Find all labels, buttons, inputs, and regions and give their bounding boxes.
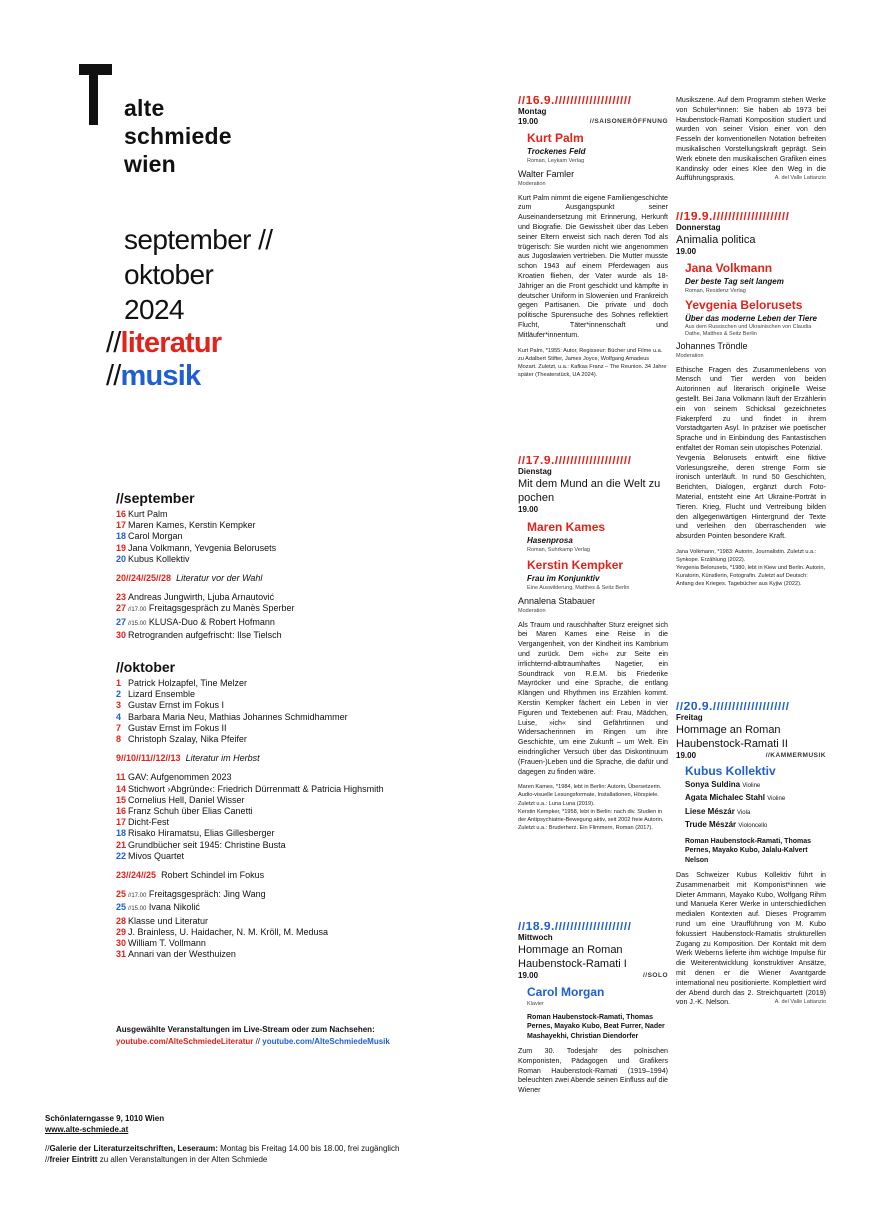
calendar-row bbox=[116, 689, 416, 700]
calendar-date: 27 bbox=[116, 616, 127, 627]
calendar-event[interactable]: Grundbücher seit 1945: Christine Busta bbox=[128, 839, 286, 850]
calendar-date: 28 bbox=[116, 915, 127, 926]
calendar-event[interactable]: Christoph Szalay, Nika Pfeifer bbox=[128, 734, 247, 745]
calendar-event[interactable]: Stichwort ›Abgründe‹: Friedrich Dürrenmatt & Patricia Highsmith bbox=[128, 783, 384, 794]
calendar-event[interactable]: Freitagsgespräch zu Manès Sperber bbox=[148, 603, 295, 614]
calendar-event[interactable]: Annari van der Westhuizen bbox=[128, 949, 236, 960]
wahl-row: 20//24//25//28 Literatur vor der Wahl bbox=[116, 573, 263, 584]
calendar-event[interactable]: Kubus Kollektiv bbox=[128, 553, 190, 564]
calendar-event[interactable]: Mivos Quartet bbox=[128, 850, 185, 861]
period-line-3: 2024 bbox=[124, 294, 184, 325]
calendar-date: 25 bbox=[116, 902, 127, 913]
calendar-date: 18 bbox=[116, 531, 127, 542]
calendar-date: 20 bbox=[116, 553, 127, 564]
calendar-row bbox=[116, 734, 416, 745]
calendar-heading: //oktober bbox=[116, 659, 176, 675]
calendar-event[interactable]: Gustav Ernst im Fokus II bbox=[128, 722, 227, 733]
calendar-event[interactable]: Freitagsgespräch: Jing Wang bbox=[148, 889, 266, 900]
logo-line-1: alte bbox=[124, 95, 165, 121]
calendar-event[interactable]: Gustav Ernst im Fokus I bbox=[128, 700, 225, 711]
calendar-event[interactable]: Retrogranden aufgefrischt: Ilse Tielsch bbox=[128, 629, 282, 640]
calendar-row bbox=[116, 927, 416, 938]
calendar-date: 29 bbox=[116, 926, 127, 937]
calendar-row bbox=[116, 543, 416, 554]
calendar-date: 14 bbox=[116, 783, 127, 794]
calendar-event[interactable]: Kurt Palm bbox=[128, 509, 168, 519]
schindel-row: 23//24//25 Robert Schindel im Fokus bbox=[116, 870, 265, 881]
calendar-event[interactable]: Dicht-Fest bbox=[128, 817, 170, 828]
calendar-date: 4 bbox=[116, 711, 122, 722]
calendar-date: 19 bbox=[116, 542, 127, 553]
youtube-musik-link[interactable]: youtube.com/AlteSchmiedeMusik bbox=[262, 1037, 390, 1046]
calendar-row bbox=[116, 795, 416, 806]
calendar-row bbox=[116, 938, 416, 949]
event-19-9: //19.9.//////////////////// Donnerstag Animalia politica 19.00 Jana Volkmann Der beste Tag seit langem Roman, Residenz Verlag Yevgenia Belorusets Über das moderne Leben der Tiere Aus dem Russischen und Ukrainischen von Claudia Dathe, Matthes & Seitz Berlin Johannes Tröndle Moderation Ethische Fragen des Zusammenlebens von Mensch und Tier werden von beiden Autorinnen auf literarisch originelle Weise gestellt. Bei Jana Volkmann läuft der Erzählerin ein von seinem Schicksal gezeichnetes Fiakerpferd zu und findet in ihrem Vorstadtgarten Asyl. In präziser wie poetischer Sprache und in Einbindung des Fantastischen entfaltet der Roman sein utopisches Potenzial. Yevgenia Belorusets entwirft eine fiktive Vorlesungsreihe, deren strenge Form sie ironisch unterläuft. In rund 50 Geschichten, Berichten, Dialogen, ergänzt durch Foto-Material, entsteht eine Art Ukraine-Porträt in Tieren. Krieg, Flucht und Vertreibung bilden den allgegenwärtigen Hintergrund der Texte und verleihen den überraschenden wie absurden Pointen besondere Kraft. Jana Volkmann, *1983: Autorin, Journalistin. Zuletzt u.a.: Synkope. Erzählung (2022). Yevgenia Belorusets, *1980, lebt in Kiew und Berlin. Autorin, Kuratorin, Künstlerin, Fotografin. Zuletzt auf Deutsch: Anfang des Krieges. Tagebücher aus Kyjiw (2022). bbox=[676, 212, 826, 588]
hammer-logo-handle bbox=[89, 64, 98, 125]
calendar-date: 1 bbox=[116, 678, 122, 688]
calendar-row bbox=[116, 520, 416, 531]
logo-line-2: schmiede bbox=[124, 123, 232, 149]
calendar-date: 17 bbox=[116, 520, 127, 531]
performer: Agata Michalec Stahl Violine bbox=[685, 793, 786, 803]
calendar-event[interactable]: Jana Volkmann, Yevgenia Belorusets bbox=[128, 542, 277, 553]
logo-text bbox=[124, 94, 232, 178]
calendar-event[interactable]: Ivana Nikolić bbox=[148, 902, 200, 913]
calendar-row bbox=[116, 772, 416, 783]
genre-literatur: //literatur bbox=[106, 327, 222, 359]
performer: Trude Mészár Violoncello bbox=[685, 820, 768, 830]
calendar-date: 22 bbox=[116, 850, 127, 861]
calendar-row bbox=[116, 828, 416, 839]
calendar-date: 7 bbox=[116, 722, 122, 733]
date-heading: //16.9.//////////////////// bbox=[518, 96, 632, 106]
calendar-event[interactable]: Andreas Jungwirth, Ljuba Arnautović bbox=[128, 592, 275, 603]
calendar-row: 27 //15.00 KLUSA-Duo & Robert Hofmann bbox=[116, 616, 275, 627]
calendar-date: 27 bbox=[116, 603, 127, 614]
calendar-event[interactable]: Franz Schuh über Elias Canetti bbox=[128, 806, 253, 817]
herbst-row: 9//10//11//12//13 Literatur im Herbst bbox=[116, 753, 260, 764]
youtube-literatur-link[interactable]: youtube.com/AlteSchmiedeLiteratur bbox=[116, 1037, 254, 1046]
calendar-row: 25 //17.00 Freitagsgespräch: Jing Wang bbox=[116, 889, 266, 900]
stream-footer: Ausgewählte Veranstaltungen im Live-Stream oder zum Nachsehen: youtube.com/AlteSchmiedeLiteratur // youtube.com/AlteSchmiedeMusik bbox=[116, 1025, 390, 1046]
calendar-date: 30 bbox=[116, 629, 127, 640]
calendar-heading: //september bbox=[116, 490, 195, 506]
logo-line-3: wien bbox=[124, 151, 176, 177]
calendar-row bbox=[116, 916, 416, 927]
period-line-1: september // bbox=[124, 224, 273, 255]
calendar-row bbox=[116, 806, 416, 817]
calendar-date: 30 bbox=[116, 938, 127, 949]
calendar-date: 11 bbox=[116, 772, 126, 783]
calendar-row: 27 //17.00 Freitagsgespräch zu Manès Sperber bbox=[116, 603, 295, 614]
calendar-row bbox=[116, 949, 416, 960]
calendar-september bbox=[116, 490, 416, 641]
calendar-row bbox=[116, 630, 416, 641]
info-lines: //Galerie der Literaturzeitschriften, Leseraum: Montag bis Freitag 14.00 bis 18.00, frei zugänglich //freier Eintritt zu allen Veranstaltungen in der Alten Schmiede bbox=[45, 1144, 400, 1164]
calendar-date: 23 bbox=[116, 592, 127, 603]
calendar-date: 17 bbox=[116, 817, 127, 828]
event-18-9-continued: Musikszene. Auf dem Programm stehen Werke von Schüler*innen: Sie haben ab 1973 bei Haubenstock-Ramati Komposition studiert und wurden von seiner Vision einer von den Fesseln der konventionellen Notation befreiten musikalischen Vorstellungskraft geprägt. Sein Werk ebnete den musikalischen Grafiken eines Kandinsky oder eines Klee den Weg in die Aufführungspraxis. A. del Valle Lattanzio bbox=[676, 96, 826, 183]
calendar-event[interactable]: Maren Kames, Kerstin Kempker bbox=[128, 520, 256, 531]
event-18-9: //18.9.//////////////////// Mittwoch Hommage an Roman Haubenstock-Ramati I 19.00 //SOLO Carol Morgan Klavier Roman Haubenstock-Ramati, Thomas Pernes, Mayako Kubo, Beat Furrer, Nader Mashayekhi, Christian Diendorfer Zum 30. Todesjahr des polnischen Komponisten, Pädagogen und Grafikers Roman Haubenstock-Ramati (1919–1994) beleuchten zwei Abende seinen Einfluss auf die Wiener bbox=[518, 922, 668, 1095]
performer: Sonya Suldina Violine bbox=[685, 779, 761, 789]
event-16-9: //16.9.//////////////////// Montag 19.00 //SAISONERÖFFNUNG Kurt Palm Trockenes Feld Roman, Leykam Verlag Walter Famler Moderation Kurt Palm nimmt die eigene Familiengeschichte zum Ausgangspunkt seiner Auseinandersetzung mit Erinnerung, Herkunft und Biografie. Die Gewissheit über das Leben seiner Eltern erweist sich nach deren Tod als trügerisch: Sie wurden nicht wie angenommen aus Jugoslawien vertrieben. Die Mutter musste schon 1943 auf einem Pferdewagen aus Kroatien fliehen, der Vater wurde als 18-Jähriger an die Front geschickt und kämpfte in deutscher Uniform in Slowenien und Frankreich gegen Partisanen. Die private und doch politische Spurensuche des Sohnes reflektiert Flucht, Täter*innenschaft und Mitläufer*innentum. Kurt Palm, *1955: Autor, Regisseur: Bücher und Filme u.a. zu Adalbert Stifter, James Joyce, Wolfgang Amadeus Mozart. Zuletzt, u.a.: Kafkas Franz – The Reunion. 34 Jahre später (Theaterstück, UA 2024). bbox=[518, 96, 668, 378]
calendar-row bbox=[116, 700, 416, 711]
calendar-row: 25 //15.00 Ivana Nikolić bbox=[116, 902, 200, 913]
calendar-date: 18 bbox=[116, 828, 127, 839]
calendar-row bbox=[116, 678, 416, 689]
period-title bbox=[124, 222, 272, 327]
performer: Liese Mészár Viola bbox=[685, 806, 751, 816]
website-link[interactable]: www.alte-schmiede.at bbox=[45, 1125, 129, 1134]
calendar-event[interactable]: J. Brainless, U. Haidacher, N. M. Kröll, M. Medusa bbox=[128, 926, 329, 937]
calendar-event[interactable]: Cornelius Hell, Daniel Wisser bbox=[128, 794, 245, 805]
calendar-event[interactable]: Patrick Holzapfel, Tine Melzer bbox=[128, 678, 248, 688]
calendar-date: 16 bbox=[116, 509, 127, 519]
calendar-date: 16 bbox=[116, 806, 127, 817]
address: Schönlaterngasse 9, 1010 Wien www.alte-schmiede.at bbox=[45, 1114, 165, 1134]
calendar-row bbox=[116, 554, 416, 565]
calendar-event[interactable]: KLUSA-Duo & Robert Hofmann bbox=[148, 616, 275, 627]
calendar-event[interactable]: Lizard Ensemble bbox=[128, 689, 196, 700]
calendar-date: 25 bbox=[116, 889, 127, 900]
calendar-row bbox=[116, 851, 416, 862]
calendar-event[interactable]: William T. Vollmann bbox=[128, 938, 206, 949]
period-line-2: oktober bbox=[124, 259, 214, 290]
calendar-date: 3 bbox=[116, 700, 122, 711]
calendar-date: 15 bbox=[116, 794, 127, 805]
calendar-row bbox=[116, 817, 416, 828]
calendar-row bbox=[116, 509, 416, 520]
calendar-row bbox=[116, 840, 416, 851]
calendar-event[interactable]: Klasse und Literatur bbox=[128, 915, 209, 926]
author-name: Kurt Palm bbox=[527, 130, 584, 145]
calendar-date: 8 bbox=[116, 734, 122, 745]
calendar-row bbox=[116, 531, 416, 542]
calendar-event[interactable]: Barbara Maria Neu, Mathias Johannes Schmidhammer bbox=[128, 711, 348, 722]
calendar-date: 21 bbox=[116, 839, 127, 850]
calendar-event[interactable]: GAV: Aufgenommen 2023 bbox=[128, 772, 232, 783]
calendar-row bbox=[116, 723, 416, 734]
calendar-row bbox=[116, 784, 416, 795]
calendar-row bbox=[116, 712, 416, 723]
calendar-event[interactable]: Carol Morgan bbox=[128, 531, 183, 542]
genre-musik: //musik bbox=[106, 360, 201, 392]
calendar-date: 2 bbox=[116, 689, 122, 700]
event-20-9: //20.9.//////////////////// Freitag Hommage an Roman Haubenstock-Ramati II 19.00 //KAMMERMUSIK Kubus Kollektiv Sonya Suldina Violine Agata Michalec Stahl Violine Liese Mészár Viola Trude Mészár Violoncello Roman Haubenstock-Ramati, Thomas Pernes, Mayako Kubo, Jalalu-Kalvert Nelson Das Schweizer Kubus Kollektiv führt in Zusammenarbeit mit Komponist*innen wie Dieter Ammann, Mayako Kubo, Wolfgang Rihm und Manuela Kerer Werke in unterschiedlichen medialen Kontexten auf. Dieses Programm rund um eine Uraufführung von M. Kubo fokussiert Haubenstock-Ramatis strukturellen Zugang zu Komposition. Der Kontakt mit dem Werk Weberns lieferte ihm wichtige Impulse für die Weiterentwicklung konstruktiver Ansätze, mit denen er die Wiener Avantgarde international neu positionierte. Komplettiert wird der Abend durch das 2. Streichquartett (2019) von J.-K. Nelson. A. del Valle Lattanzio bbox=[676, 702, 826, 1007]
calendar-oktober bbox=[116, 659, 416, 960]
calendar-date: 31 bbox=[116, 949, 127, 960]
event-17-9: //17.9.//////////////////// Dienstag Mit dem Mund an die Welt zu pochen 19.00 Maren Kames Hasenprosa Roman, Suhrkamp Verlag Kerstin Kempker Frau im Konjunktiv Eine Auswilderung, Matthes & Seitz Berlin Annalena Stabauer Moderation Als Traum und rauschhafter Sturz ereignet sich bei Maren Kames eine Reise in die Vergangenheit, von der Kindheit ins Kambrium und zurück. Dem »ich« zur Seite ein irrlichternd-albtraumhaftes Nagetier, ein Soundtrack von R.E.M. bis Friederike Mayröcker und eine Sprache, die entlang Klängen und Rhythmen ins Erzählen kommt. Kerstin Kempker fächert ein Leben in vier Figuren und Textebenen auf: Frau, Mädchen, Luise, »ich« sind Gefährtinnen und Widersacherinnen im Ringen um ihre Geschichte, um eine Zukunft – um Welt. Ein eindringlicher Versuch über das Diskontinuum (Frauen-)Leben und die Sprache, die dafür und dagegen zu finden wäre. Maren Kames, *1984, lebt in Berlin: Autorin, Übersetzerin. Audio-visuelle Lesungsformate, Installationen, Hörspiele. Zuletzt u.a.: Luna Luna (2019). Kerstin Kempker, *1958, lebt in Berlin: nach div. Studien in der Antipsychiatrie-Bewegung aktiv, seit 2002 freie Autorin. Zuletzt u.a.: Bruderherz. Ein Flimmern, Roman (2017). bbox=[518, 456, 668, 831]
calendar-row bbox=[116, 592, 416, 603]
calendar-event[interactable]: Risako Hiramatsu, Elias Gillesberger bbox=[128, 828, 275, 839]
